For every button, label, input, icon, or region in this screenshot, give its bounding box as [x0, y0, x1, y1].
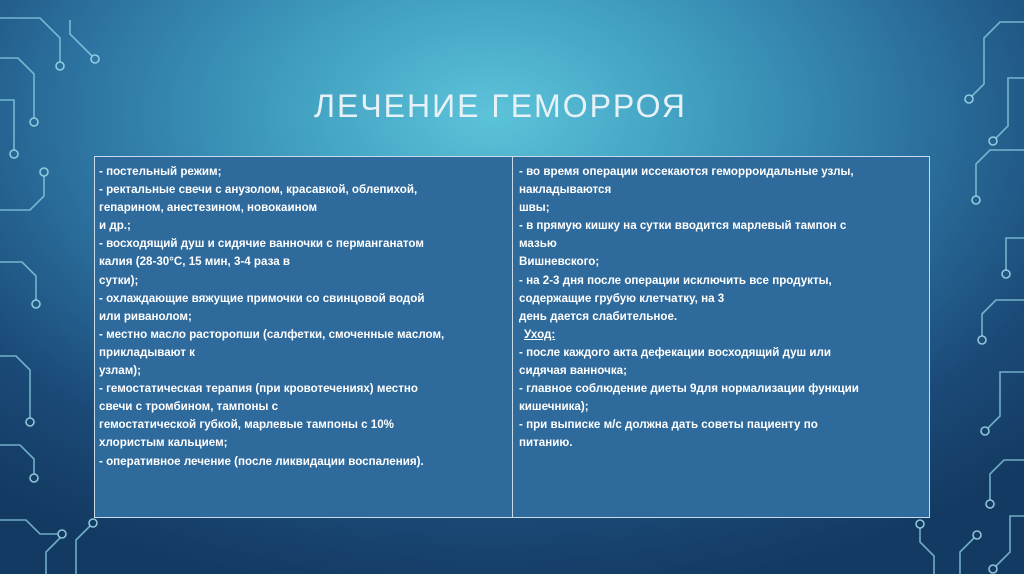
- left-line: - местно масло расторопши (салфетки, смоченные маслом,: [99, 327, 445, 341]
- right-line: Вишневского;: [519, 255, 600, 269]
- right-line: мазью: [519, 237, 557, 251]
- right-line: содержащие грубую клетчатку, на 3: [519, 291, 725, 305]
- left-line: гемостатической губкой, марлевые тампоны с 10%: [99, 418, 394, 432]
- right-line: - главное соблюдение диеты 9для нормализации функции: [519, 382, 859, 396]
- left-line: калия (28-30°С, 15 мин, 3-4 раза в: [99, 255, 291, 269]
- content-table: [94, 156, 930, 518]
- right-line: день дается слабительное.: [519, 309, 678, 323]
- right-line: - в прямую кишку на сутки вводится марлевый тампон с: [519, 219, 847, 233]
- left-line: - ректальные свечи с анузолом, красавкой, облепихой,: [99, 183, 418, 197]
- right-line: кишечника);: [519, 400, 589, 414]
- right-line: сидячая ванночка;: [519, 364, 627, 378]
- left-line: гепарином, анестезином, новокаином: [99, 201, 318, 215]
- slide-title: ЛЕЧЕНИЕ ГЕМОРРОЯ: [314, 88, 687, 124]
- left-line: - постельный режим;: [99, 165, 222, 178]
- left-line: прикладывают к: [99, 345, 195, 359]
- right-line: питанию.: [519, 436, 573, 450]
- left-line: сутки);: [99, 273, 139, 287]
- right-line: швы;: [519, 201, 550, 215]
- right-column: [513, 157, 929, 517]
- left-line: - оперативное лечение (после ликвидации воспаления).: [99, 454, 424, 468]
- left-line: - охлаждающие вяжущие примочки со свинцовой водой: [99, 291, 425, 305]
- left-line: хлористым кальцием;: [99, 436, 228, 450]
- left-line: - восходящий душ и сидячие ванночки с перманганатом: [99, 237, 424, 251]
- left-line: - гемостатическая терапия (при кровотечениях) местно: [99, 382, 418, 396]
- right-line: - после каждого акта дефекации восходящий душ или: [519, 345, 832, 359]
- right-line: - при выписке м/с должна дать советы пациенту по: [519, 418, 818, 432]
- right-line: - во время операции иссекаются геморроидальные узлы,: [519, 165, 854, 178]
- left-column: [95, 157, 513, 517]
- left-line: узлам);: [99, 364, 142, 378]
- left-line: свечи с тромбином, тампоны с: [99, 400, 279, 414]
- left-line: или риванолом;: [99, 309, 192, 323]
- right-line: накладываются: [519, 183, 612, 197]
- right-line: - на 2-3 дня после операции исключить все продукты,: [519, 273, 832, 287]
- care-heading: Уход:: [524, 327, 556, 341]
- left-line: и др.;: [99, 219, 131, 233]
